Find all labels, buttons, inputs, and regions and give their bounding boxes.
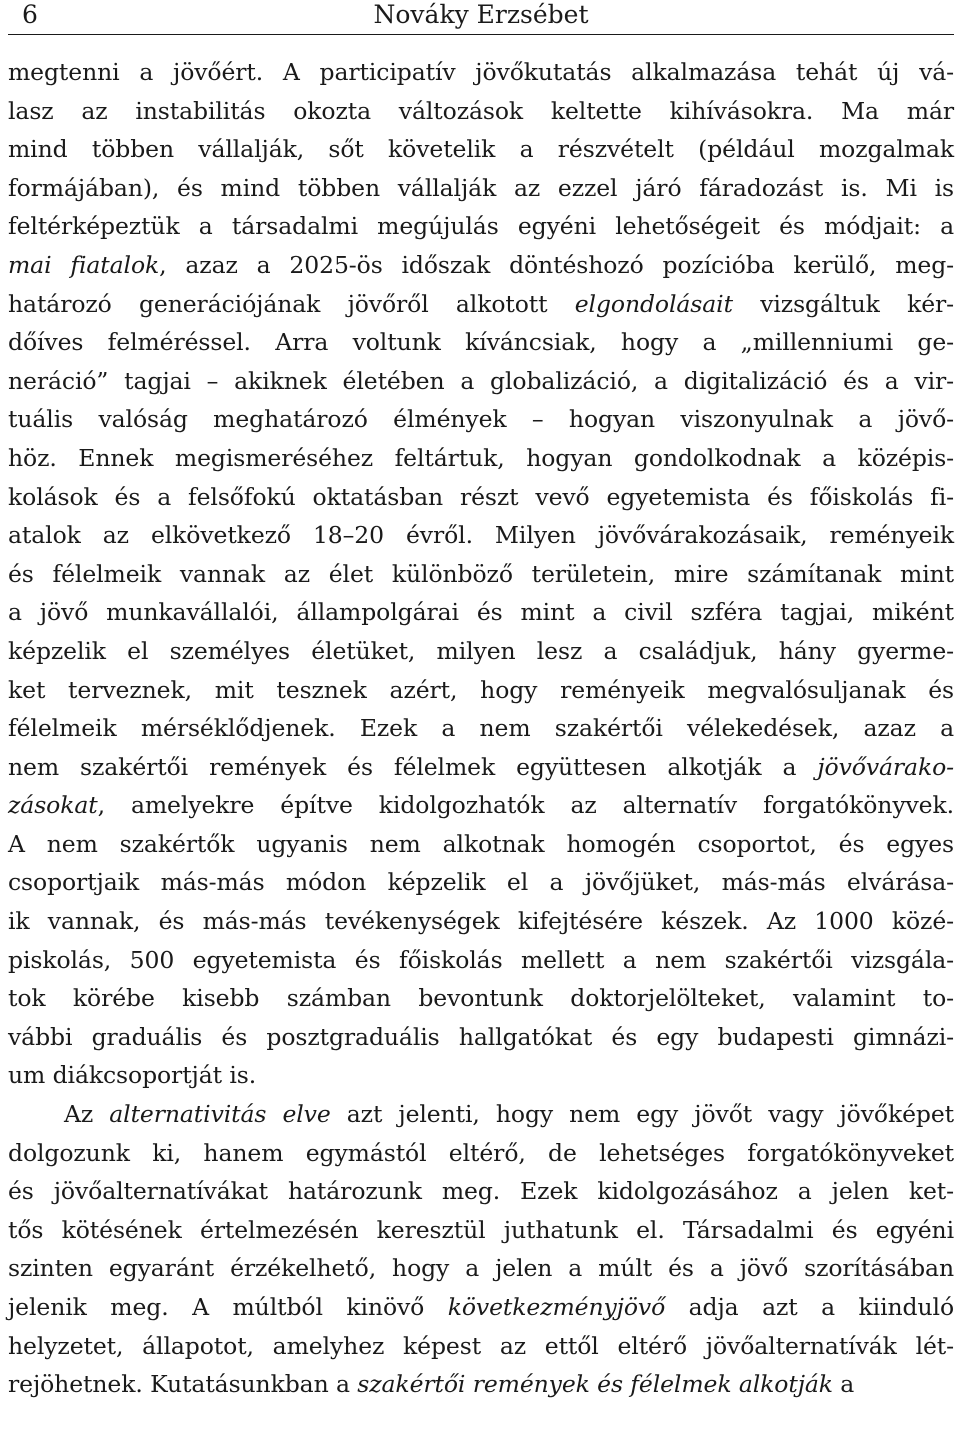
text-line: félelmeik mérséklődjenek. Ezek a nem szakértői vélekedések, azaz a bbox=[8, 714, 954, 743]
text-line: tős kötésének értelmezésén keresztül juthatunk el. Társadalmi és egyéni bbox=[8, 1215, 954, 1244]
text-line bbox=[8, 786, 954, 825]
emphasized-term: zásokat bbox=[8, 791, 98, 820]
text-line: szinten egyaránt érzékelhető, hogy a jelen a múlt és a jövő szorításában bbox=[8, 1254, 954, 1283]
text-run: , amelyekre építve kidolgozhatók az alternatív forgatókönyvek. bbox=[97, 791, 954, 820]
text-line: tok körébe kisebb számban bevontunk doktorjelölteket, valamint to- bbox=[8, 984, 954, 1013]
text-line bbox=[8, 1365, 954, 1404]
text-line: A nem szakértők ugyanis nem alkotnak homogén csoportot, és egyes bbox=[8, 829, 954, 858]
text-line: ket terveznek, mit tesznek azért, hogy reményeik megvalósuljanak és bbox=[8, 675, 954, 704]
text-line: mind többen vállalják, sőt követelik a részvételt (például mozgalmak bbox=[8, 135, 954, 164]
text-line: megtenni a jövőért. A participatív jövőkutatás alkalmazása tehát új vá- bbox=[8, 58, 954, 86]
text-run: adja azt a kiinduló bbox=[665, 1293, 954, 1321]
text-line: ik vannak, és más-más tevékenységek kifejtésére készek. Az 1000 közé- bbox=[8, 907, 954, 936]
text-line: um diákcsoportját is. bbox=[8, 1061, 257, 1090]
text-line: tuális valóság meghatározó élmények – hogyan viszonyulnak a jövő- bbox=[8, 405, 954, 434]
text-line: csoportjaik más-más módon képzelik el a jövőjüket, más-más elvárása- bbox=[8, 868, 954, 897]
document-page bbox=[8, 0, 954, 1404]
text-line: piskolás, 500 egyetemista és főiskolás mellett a nem szakértői vizsgála- bbox=[8, 945, 954, 974]
text-line: dőíves felméréssel. Arra voltunk kíváncsiak, hogy a „millenniumi ge- bbox=[8, 328, 954, 357]
text-line: neráció” tagjai – akiknek életében a globalizáció, a digitalizáció és a vir- bbox=[8, 366, 954, 395]
emphasized-term: alternativitás elve bbox=[109, 1100, 331, 1129]
text-line: helyzetet, állapotot, amelyhez képest az ettől eltérő jövőalternatívák lét- bbox=[8, 1331, 954, 1360]
paragraph-2 bbox=[8, 1095, 954, 1404]
text-line: feltérképeztük a társadalmi megújulás egyéni lehetőségeit és módjait: a bbox=[8, 212, 954, 241]
text-run: Az bbox=[64, 1100, 110, 1129]
running-head-author: Nováky Erzsébet bbox=[373, 0, 589, 29]
text-line bbox=[8, 748, 954, 787]
text-line: höz. Ennek megismeréséhez feltártuk, hogyan gondolkodnak a középis- bbox=[8, 443, 954, 472]
text-line bbox=[8, 1095, 954, 1134]
text-run: vizsgáltuk kér- bbox=[732, 289, 954, 318]
text-line: formájában), és mind többen vállalják az ezzel járó fáradozást is. Mi is bbox=[8, 173, 954, 202]
text-run: határozó generációjának jövőről alkotott bbox=[8, 289, 575, 318]
text-run: nem szakértői remények és félelmek együttesen alkotják a bbox=[8, 752, 818, 781]
text-line bbox=[8, 285, 954, 324]
emphasized-term: jövővárako- bbox=[817, 752, 954, 781]
text-run: a bbox=[832, 1370, 855, 1399]
text-line: lasz az instabilitás okozta változások keltette kihívásokra. Ma már bbox=[8, 96, 954, 125]
text-line bbox=[8, 1288, 954, 1327]
text-run: jelenik meg. A múltból kinövő bbox=[8, 1293, 448, 1321]
emphasized-term: elgondolásait bbox=[574, 289, 733, 318]
text-run: , azaz a 2025-ös időszak döntéshozó pozícióba kerülő, meg- bbox=[159, 250, 954, 279]
text-line: atalok az elkövetkező 18–20 évről. Milyen jövővárakozásaik, reményeik bbox=[8, 521, 954, 550]
page-number: 6 bbox=[22, 0, 38, 29]
page-header bbox=[8, 0, 954, 35]
emphasized-term: szakértői remények és félelmek alkotják bbox=[357, 1370, 833, 1399]
paragraph-1 bbox=[8, 53, 954, 1095]
text-line: vábbi graduális és posztgraduális hallgatókat és egy budapesti gimnázi- bbox=[8, 1022, 954, 1051]
text-line: a jövő munkavállalói, állampolgárai és mint a civil szféra tagjai, miként bbox=[8, 598, 954, 627]
text-line: képzelik el személyes életüket, milyen lesz a családjuk, hány gyerme- bbox=[8, 636, 954, 665]
text-line bbox=[8, 246, 954, 285]
text-line: dolgozunk ki, hanem egymástól eltérő, de lehetséges forgatókönyveket bbox=[8, 1138, 954, 1167]
emphasized-term: következményjövő bbox=[447, 1293, 666, 1321]
text-run: azt jelenti, hogy nem egy jövőt vagy jövőképet bbox=[330, 1100, 954, 1129]
text-line: és félelmeik vannak az élet különböző területein, mire számítanak mint bbox=[8, 559, 954, 588]
text-run: rejöhetnek. Kutatásunkban a bbox=[8, 1370, 358, 1399]
text-line: kolások és a felsőfokú oktatásban részt vevő egyetemista és főiskolás fi- bbox=[8, 482, 954, 511]
emphasized-term: mai fiatalok bbox=[8, 250, 160, 279]
text-line: és jövőalternatívákat határozunk meg. Ezek kidolgozásához a jelen ket- bbox=[8, 1177, 954, 1206]
body-text bbox=[8, 53, 954, 1404]
